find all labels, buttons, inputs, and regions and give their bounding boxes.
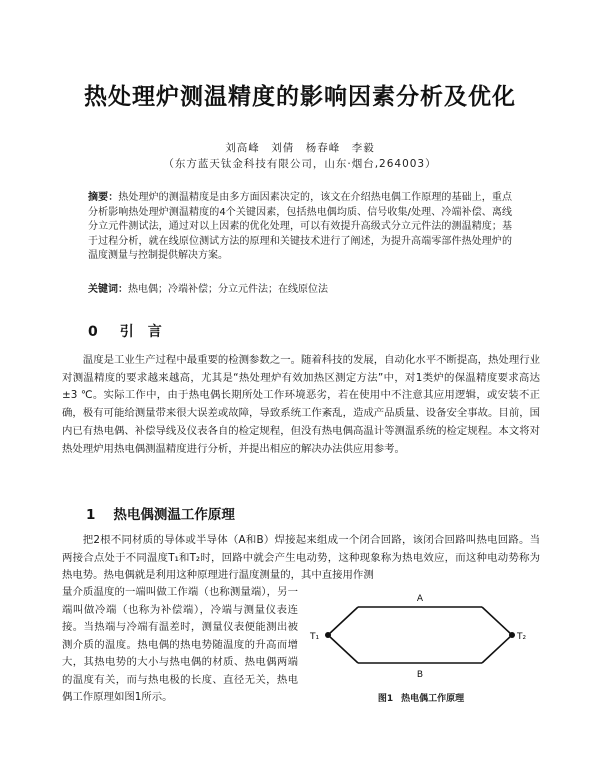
figure-caption [306,691,536,704]
left-lower-wire [328,635,358,663]
paper-title: 热处理炉测温精度的影响因素分析及优化 [84,84,516,110]
junction-t2-dot [509,632,515,638]
section-1-paragraph-top: 把2根不同材质的导体或半导体（A和B）焊接起来组成一个闭合回路，该闭合回路叫热电回路。当两接合点处于不同温度T₁和T₂时，回路中就会产生电动势，这种现象称为热电效应，而这种电动势称为热电势。热电偶就是利用这种原理进行温度测量的，其中直接用作测 [62,534,540,581]
label-t1: T₁ [310,632,320,642]
abstract-label: 摘要： [88,192,119,203]
abstract [88,191,512,264]
abstract-text: 热处理炉的测温精度是由多方面因素决定的，该文在介绍热电偶工作原理的基础上，重点分析影响热处理炉测温精度的4个关键因素，包括热电偶均质、信号收集/处理、冷端补偿、离线分立元件测试法，通过对以上因素的优化处理，可以有效提升高级式分立元件法的测温精度；基于过程分析，就在线原位测试方法的原理和关键技术进行了阐述，为提升高端零部件热处理炉的温度测量与控制提供解决方案。 [88,192,513,262]
figure-caption-text: 热电偶工作原理 [401,694,465,704]
section-0-heading [88,321,176,341]
section-0-number: 0 [88,324,98,340]
keywords-label: 关键词： [88,284,128,295]
section-0-title: 引言 [119,324,176,340]
keywords-text: 热电偶；冷端补偿；分立元件法；在线原位法 [128,284,328,295]
intro-paragraph: 温度是工业生产过程中最重要的检测参数之一。随着科技的发展，自动化水平不断提高，热处理行业对测温精度的要求越来越高，尤其是“热处理炉有效加热区测定方法”中，对1类炉的保温精度要求高达±3 ℃。实际工作中，由于热电偶长期所处工作环境恶劣，若在使用中不注意其应用逻辑，或安装不正确，极有可能给测量带来很大误差或故障，导致系统工作紊乱，造成产品质量、设备安全事故。目前，国内已有热电偶、补偿导线及仪表各自的检定规程，但没有热电偶高温计等测温系统的检定规程。本文将对热处理炉用热电偶测温精度进行分析，并提出相应的解决办法供应用参考。 [62,354,540,455]
left-upper-wire [328,607,358,635]
author-list: 刘高峰 刘倩 杨春峰 李毅 [225,142,375,154]
right-lower-wire [482,635,512,663]
thermocouple-diagram [306,585,536,703]
section-1-heading [86,503,235,523]
label-a: A [416,594,424,604]
section-1-title: 热电偶测温工作原理 [113,507,235,523]
figure-caption-number: 图1 [377,694,394,704]
section-1-paragraph-side: 量介质温度的一端叫做工作端（也称测量端），另一端叫做冷端（也称为补偿端），冷端与测量仪表连接。当热端与冷端有温差时，测量仪表便能测出被测介质的温度。热电偶的热电势随温度的升高而增大，其热电势的大小与热电偶的材质、热电偶两端的温度有关，而与热电极的长度、直径无关，热电偶工作原理如图1所示。 [62,586,298,703]
label-t2: T₂ [517,632,527,642]
affiliation: （东方蓝天钛金科技有限公司，山东·烟台,264003） [163,158,437,170]
right-upper-wire [482,607,512,635]
keywords [88,283,512,297]
label-b: B [416,670,424,680]
junction-t1-dot [325,632,331,638]
section-1-number: 1 [86,507,96,523]
